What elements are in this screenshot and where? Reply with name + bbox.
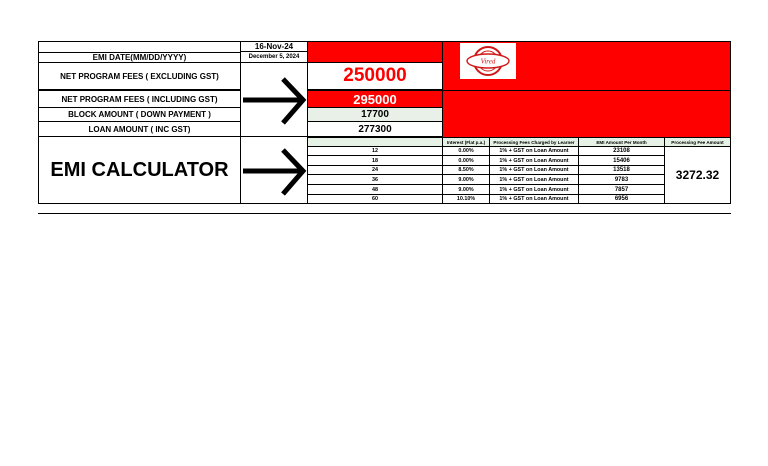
table-row-fee: 1% + GST on Loan Amount	[489, 146, 579, 156]
table-row-tenure: 48	[307, 185, 443, 195]
table-row-tenure: 24	[307, 166, 443, 175]
bottom-divider	[38, 213, 731, 214]
table-row-emi: 15406	[578, 156, 665, 166]
net-fees-excl-value[interactable]: 250000	[307, 63, 443, 90]
table-row-emi: 9783	[578, 175, 665, 185]
emi-date-label: EMI DATE(MM/DD/YYYY)	[38, 52, 241, 63]
interest-header: Interest (Flat p.a.)	[442, 137, 490, 147]
right-arrow-icon	[241, 142, 307, 202]
emi-date-value[interactable]: December 5, 2024	[240, 52, 308, 63]
table-row-fee: 1% + GST on Loan Amount	[489, 156, 579, 166]
table-row-interest: 10.10%	[442, 195, 490, 204]
net-fees-incl-value: 295000	[307, 90, 443, 108]
processing-fee-amount-header: Processing Fee Amount	[664, 137, 731, 147]
table-row-emi: 13518	[578, 166, 665, 175]
loan-amount-value: 277300	[307, 122, 443, 137]
table-row-fee: 1% + GST on Loan Amount	[489, 175, 579, 185]
logo-seal-icon	[463, 45, 513, 77]
red-banner-lower	[442, 91, 731, 138]
table-row-tenure: 12	[307, 146, 443, 156]
processing-fees-header: Processing Fees Charged by Learner	[489, 137, 579, 147]
table-row-emi: 6956	[578, 195, 665, 204]
table-row-tenure: 36	[307, 175, 443, 185]
table-row-fee: 1% + GST on Loan Amount	[489, 185, 579, 195]
table-row-interest: 9.00%	[442, 175, 490, 185]
loan-amount-label: LOAN AMOUNT ( INC GST)	[38, 122, 241, 137]
block-amount-label: BLOCK AMOUNT ( DOWN PAYMENT )	[38, 108, 241, 122]
emi-amount-header: EMI Amount Per Month	[578, 137, 665, 147]
table-row-emi: 7857	[578, 185, 665, 195]
table-row-fee: 1% + GST on Loan Amount	[489, 195, 579, 204]
arrow-cell-lower	[240, 137, 308, 204]
table-row-tenure: 18	[307, 156, 443, 166]
processing-fee-amount-value: 3272.32	[664, 146, 731, 204]
table-row-interest: 9.00%	[442, 185, 490, 195]
table-row-fee: 1% + GST on Loan Amount	[489, 166, 579, 175]
university-seal-logo	[460, 43, 516, 79]
table-row-interest: 0.00%	[442, 146, 490, 156]
net-fees-excl-label: NET PROGRAM FEES ( EXCLUDING GST)	[38, 63, 241, 90]
page-title: EMI CALCULATOR	[38, 137, 241, 204]
block-amount-value[interactable]: 17700	[307, 108, 443, 122]
blank-cell-top-left	[38, 41, 241, 52]
table-row-tenure: 60	[307, 195, 443, 204]
net-fees-incl-label: NET PROGRAM FEES ( INCLUDING GST)	[38, 90, 241, 108]
arrow-cell-upper	[240, 63, 308, 137]
table-row-interest: 8.50%	[442, 166, 490, 175]
table-row-interest: 0.00%	[442, 156, 490, 166]
date-top-cell: 16-Nov-24	[240, 41, 308, 52]
right-arrow-icon	[241, 71, 307, 131]
svg-text:Vired: Vired	[480, 57, 496, 66]
table-row-emi: 23108	[578, 146, 665, 156]
red-header-cell	[307, 41, 443, 63]
